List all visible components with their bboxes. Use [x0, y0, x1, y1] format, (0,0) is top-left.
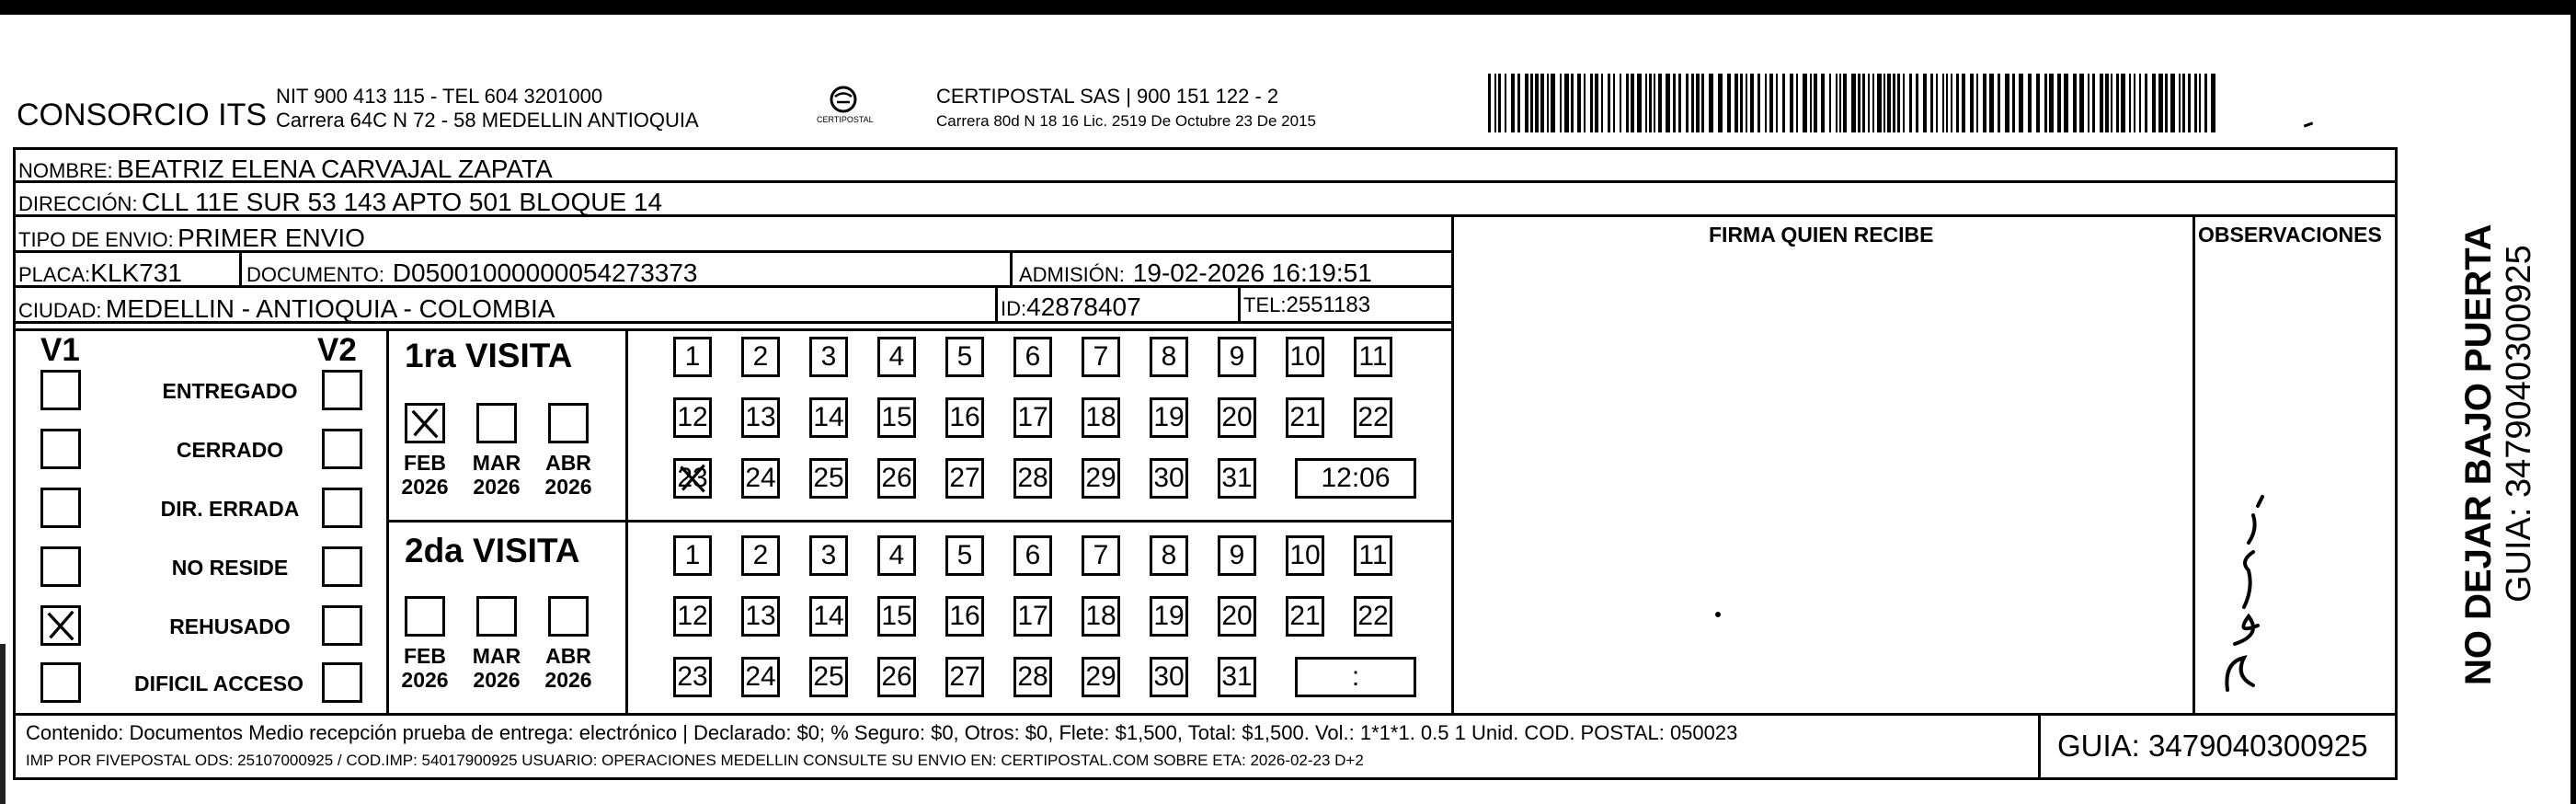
month-checkbox[interactable] — [476, 596, 517, 637]
day-box[interactable] — [809, 397, 848, 438]
day-number: 26 — [881, 661, 912, 692]
scan-top-edge — [0, 0, 2576, 15]
day-number: 23 — [677, 463, 708, 493]
month-checkbox[interactable] — [405, 403, 445, 443]
day-number: 21 — [1289, 402, 1321, 432]
handwritten-signature — [2207, 478, 2290, 699]
company-nit: NIT 900 413 115 - TEL 604 3201000 — [276, 85, 603, 108]
day-number: 25 — [813, 463, 844, 493]
day-box[interactable] — [1013, 596, 1052, 637]
day-box[interactable] — [673, 535, 712, 576]
month-year: 2026 — [544, 668, 592, 693]
no-dejar-bajo-puerta: NO DEJAR BAJO PUERTA — [2458, 224, 2499, 685]
day-box[interactable] — [1082, 657, 1120, 697]
day-number: 21 — [1289, 601, 1321, 631]
col-line — [2192, 214, 2195, 713]
day-box[interactable] — [877, 657, 916, 697]
day-number: 31 — [1221, 661, 1253, 692]
v1-header: V1 — [40, 332, 80, 368]
tel-value: 2551183 — [1286, 293, 1371, 317]
firma-header: FIRMA QUIEN RECIBE — [1709, 223, 1934, 247]
nombre-label: NOMBRE: — [18, 159, 113, 182]
day-box[interactable] — [877, 458, 916, 499]
certipostal-license: Carrera 80d N 18 16 Lic. 2519 De Octubre 23 De 2015 — [936, 112, 1316, 130]
month-name: ABR — [545, 644, 591, 668]
time-box[interactable]: : — [1295, 657, 1416, 697]
day-number: 2 — [752, 540, 769, 570]
documento-value: D05001000000054273373 — [392, 258, 698, 287]
day-number: 5 — [956, 540, 973, 570]
day-number: 13 — [745, 402, 776, 432]
day-box[interactable] — [741, 596, 780, 637]
day-number: 8 — [1161, 341, 1177, 372]
visit-divider — [386, 520, 1453, 523]
day-number: 17 — [1017, 601, 1048, 631]
day-box[interactable] — [1082, 397, 1120, 438]
day-number: 30 — [1153, 463, 1185, 493]
day-box[interactable] — [1286, 535, 1324, 576]
day-number: 14 — [813, 601, 844, 631]
day-number: 5 — [956, 341, 973, 372]
day-number: 1 — [684, 341, 701, 372]
month-label — [395, 644, 454, 693]
day-number: 3 — [820, 540, 837, 570]
v2-checkbox[interactable] — [322, 546, 362, 587]
day-box[interactable] — [945, 596, 984, 637]
col-line — [1238, 285, 1241, 321]
month-name: FEB — [404, 451, 446, 475]
admision-label: ADMISIÓN: — [1019, 263, 1125, 286]
col-line — [1451, 214, 1454, 713]
v1-checkbox[interactable] — [40, 370, 81, 410]
day-box[interactable] — [877, 535, 916, 576]
day-number: 12 — [677, 402, 708, 432]
scan-speck — [2304, 121, 2313, 127]
footer-contents: Contenido: Documentos Medio recepción prueba de entrega: electrónico | Declarado: $0; % Seguro: $0, Otros: $0, Flete: $1,500, Total: $1,500. Vol.: 1*1*1. 0.5 1 Unid. COD. POSTAL: 050023 — [26, 721, 1738, 744]
certipostal-info: CERTIPOSTAL SAS | 900 151 122 - 2 — [936, 85, 1279, 108]
time-box[interactable]: 12:06 — [1295, 458, 1416, 499]
day-box[interactable] — [1082, 596, 1120, 637]
id-value: 42878407 — [1026, 293, 1141, 321]
day-number: 4 — [888, 341, 905, 372]
form-frame — [13, 147, 2398, 780]
day-box[interactable] — [945, 458, 984, 499]
day-number: 18 — [1085, 601, 1116, 631]
day-box[interactable] — [741, 657, 780, 697]
day-number: 10 — [1289, 540, 1321, 570]
v2-checkbox[interactable] — [322, 662, 362, 703]
company-name: CONSORCIO ITS — [17, 98, 268, 132]
day-number: 6 — [1025, 540, 1041, 570]
day-box[interactable] — [673, 657, 712, 697]
status-label: REHUSADO — [169, 614, 291, 638]
day-box[interactable] — [741, 458, 780, 499]
day-number: 30 — [1153, 661, 1185, 692]
v1-checkbox[interactable] — [40, 488, 81, 528]
day-number: 20 — [1221, 402, 1253, 432]
v1-checkbox[interactable] — [40, 605, 81, 646]
tel-label: TEL: — [1243, 293, 1287, 316]
day-number: 28 — [1017, 661, 1048, 692]
day-number: 11 — [1358, 540, 1388, 570]
day-number: 24 — [745, 463, 776, 493]
day-number: 29 — [1085, 661, 1116, 692]
status-label: CERRADO — [176, 438, 284, 462]
direccion-value: CLL 11E SUR 53 143 APTO 501 BLOQUE 14 — [142, 188, 663, 216]
tipo-envio-value: PRIMER ENVIO — [177, 224, 365, 252]
day-box[interactable] — [1150, 458, 1188, 499]
day-number: 10 — [1289, 341, 1321, 372]
logo-text: CERTIPOSTAL — [817, 115, 874, 124]
day-box[interactable] — [1150, 535, 1188, 576]
month-name: MAR — [472, 451, 521, 475]
day-box[interactable] — [809, 535, 848, 576]
day-box[interactable] — [1150, 337, 1188, 377]
row-line — [13, 328, 1453, 331]
company-address: Carrera 64C N 72 - 58 MEDELLIN ANTIOQUIA — [276, 109, 699, 132]
day-box[interactable] — [1354, 535, 1392, 576]
month-year: 2026 — [473, 668, 521, 693]
v1-checkbox[interactable] — [40, 429, 81, 469]
day-box[interactable] — [673, 337, 712, 377]
scan-left-edge — [0, 644, 6, 804]
day-number: 3 — [820, 341, 837, 372]
day-number: 15 — [881, 402, 912, 432]
day-number: 31 — [1221, 463, 1253, 493]
day-box[interactable] — [1150, 657, 1188, 697]
day-box[interactable] — [877, 337, 916, 377]
v2-checkbox[interactable] — [322, 429, 362, 469]
v2-header: V2 — [317, 332, 357, 368]
col-line — [1010, 250, 1013, 285]
day-number: 2 — [752, 341, 769, 372]
day-box[interactable] — [1013, 458, 1052, 499]
day-box[interactable] — [673, 397, 712, 438]
footer-guia: GUIA: 3479040300925 — [2057, 729, 2368, 763]
day-box[interactable] — [1013, 657, 1052, 697]
day-box[interactable] — [1082, 535, 1120, 576]
day-number: 14 — [813, 402, 844, 432]
month-checkbox[interactable] — [548, 403, 589, 443]
day-number: 6 — [1025, 341, 1041, 372]
day-box[interactable] — [1354, 337, 1392, 377]
day-box[interactable] — [1013, 535, 1052, 576]
month-year: 2026 — [401, 475, 449, 500]
day-box[interactable] — [809, 337, 848, 377]
day-box[interactable] — [741, 397, 780, 438]
day-number: 18 — [1085, 402, 1116, 432]
day-number: 24 — [745, 661, 776, 692]
month-year: 2026 — [473, 475, 521, 500]
day-number: 27 — [949, 661, 980, 692]
status-label: DIFICIL ACCESO — [133, 672, 303, 695]
day-cross-mark — [676, 461, 709, 496]
day-box[interactable] — [1218, 535, 1256, 576]
day-number: 26 — [881, 463, 912, 493]
tipo-envio-label: TIPO DE ENVIO: — [18, 228, 174, 251]
day-box[interactable] — [1286, 337, 1324, 377]
day-number: 28 — [1017, 463, 1048, 493]
month-label — [539, 451, 598, 500]
day-number: 22 — [1357, 601, 1389, 631]
v1-checkbox[interactable] — [40, 662, 81, 703]
scan-dot — [1715, 612, 1721, 617]
side-guia: GUIA: 3479040300925 — [2500, 245, 2538, 603]
day-box[interactable] — [1286, 596, 1324, 637]
v1-checkbox[interactable] — [40, 546, 81, 587]
day-box[interactable] — [1082, 458, 1120, 499]
col-line — [2038, 713, 2041, 780]
day-number: 1 — [684, 540, 701, 570]
day-box[interactable] — [1218, 657, 1256, 697]
day-number: 9 — [1229, 540, 1245, 570]
day-number: 7 — [1093, 341, 1109, 372]
v2-checkbox[interactable] — [322, 605, 362, 646]
day-number: 15 — [881, 601, 912, 631]
day-box[interactable] — [1150, 397, 1188, 438]
status-label: DIR. ERRADA — [160, 497, 300, 521]
day-number: 22 — [1357, 402, 1389, 432]
v2-checkbox[interactable] — [322, 370, 362, 410]
day-box[interactable] — [1150, 596, 1188, 637]
day-box[interactable] — [809, 596, 848, 637]
day-number: 23 — [677, 661, 708, 692]
scan-right-edge — [2570, 0, 2576, 804]
day-number: 25 — [813, 661, 844, 692]
day-box[interactable] — [741, 535, 780, 576]
day-box[interactable] — [1354, 397, 1392, 438]
month-name: MAR — [472, 644, 521, 668]
day-number: 29 — [1085, 463, 1116, 493]
footer-imp: IMP POR FIVEPOSTAL ODS: 25107000925 / COD.IMP: 54017900925 USUARIO: OPERACIONES MEDELLIN CONSULTE SU ENVIO EN: CERTIPOSTAL.COM SOBRE ETA: 2026-02-23 D+2 — [26, 752, 1364, 769]
month-label — [467, 644, 526, 693]
direccion-label: DIRECCIÓN: — [18, 192, 138, 215]
documento-label: DOCUMENTO: — [246, 263, 384, 286]
day-number: 4 — [888, 540, 905, 570]
month-year: 2026 — [401, 668, 449, 693]
day-box[interactable] — [809, 458, 848, 499]
observaciones-header: OBSERVACIONES — [2198, 223, 2382, 247]
placa-value: KLK731 — [90, 258, 182, 287]
day-box[interactable] — [1218, 596, 1256, 637]
day-box[interactable] — [1218, 337, 1256, 377]
day-box[interactable] — [945, 535, 984, 576]
month-label — [539, 644, 598, 693]
day-box[interactable] — [945, 337, 984, 377]
day-number: 27 — [949, 463, 980, 493]
day-box[interactable] — [741, 337, 780, 377]
id-label: ID: — [1001, 297, 1027, 320]
v2-checkbox[interactable] — [322, 488, 362, 528]
admision-value: 19-02-2026 16:19:51 — [1132, 258, 1372, 287]
day-box[interactable] — [945, 397, 984, 438]
day-number: 13 — [745, 601, 776, 631]
day-box[interactable] — [673, 458, 712, 499]
day-box[interactable] — [945, 657, 984, 697]
certipostal-logo — [817, 83, 874, 129]
placa-label: PLACA: — [18, 263, 91, 286]
day-number: 12 — [677, 601, 708, 631]
ciudad-label: CIUDAD: — [18, 299, 102, 322]
day-box[interactable] — [1013, 337, 1052, 377]
day-number: 19 — [1153, 402, 1185, 432]
day-box[interactable] — [1354, 596, 1392, 637]
day-box[interactable] — [1082, 337, 1120, 377]
ciudad-value: MEDELLIN - ANTIOQUIA - COLOMBIA — [105, 294, 555, 323]
day-box[interactable] — [877, 397, 916, 438]
col-line — [995, 285, 998, 321]
visit1-title: 1ra VISITA — [405, 337, 573, 374]
day-number: 8 — [1161, 540, 1177, 570]
day-number: 16 — [949, 601, 980, 631]
day-number: 16 — [949, 402, 980, 432]
nombre-value: BEATRIZ ELENA CARVAJAL ZAPATA — [117, 155, 553, 183]
visit2-title: 2da VISITA — [405, 532, 580, 569]
month-name: FEB — [404, 644, 446, 668]
month-checkbox[interactable] — [548, 596, 589, 637]
status-label: ENTREGADO — [162, 379, 298, 403]
day-box[interactable] — [877, 596, 916, 637]
day-number: 19 — [1153, 601, 1185, 631]
day-number: 11 — [1358, 341, 1388, 372]
month-checkbox[interactable] — [476, 403, 517, 443]
day-number: 20 — [1221, 601, 1253, 631]
day-box[interactable] — [1218, 397, 1256, 438]
day-number: 7 — [1093, 540, 1109, 570]
day-box[interactable] — [1286, 397, 1324, 438]
barcode — [1488, 74, 2218, 132]
month-label — [395, 451, 454, 500]
status-label: NO RESIDE — [171, 556, 289, 580]
month-name: ABR — [545, 451, 591, 475]
col-line — [239, 250, 242, 285]
day-box[interactable] — [673, 596, 712, 637]
day-box[interactable] — [809, 657, 848, 697]
month-year: 2026 — [544, 475, 592, 500]
month-label — [467, 451, 526, 500]
day-number: 9 — [1229, 341, 1245, 372]
month-checkbox[interactable] — [405, 596, 445, 637]
day-number: 17 — [1017, 402, 1048, 432]
day-box[interactable] — [1218, 458, 1256, 499]
day-box[interactable] — [1013, 397, 1052, 438]
